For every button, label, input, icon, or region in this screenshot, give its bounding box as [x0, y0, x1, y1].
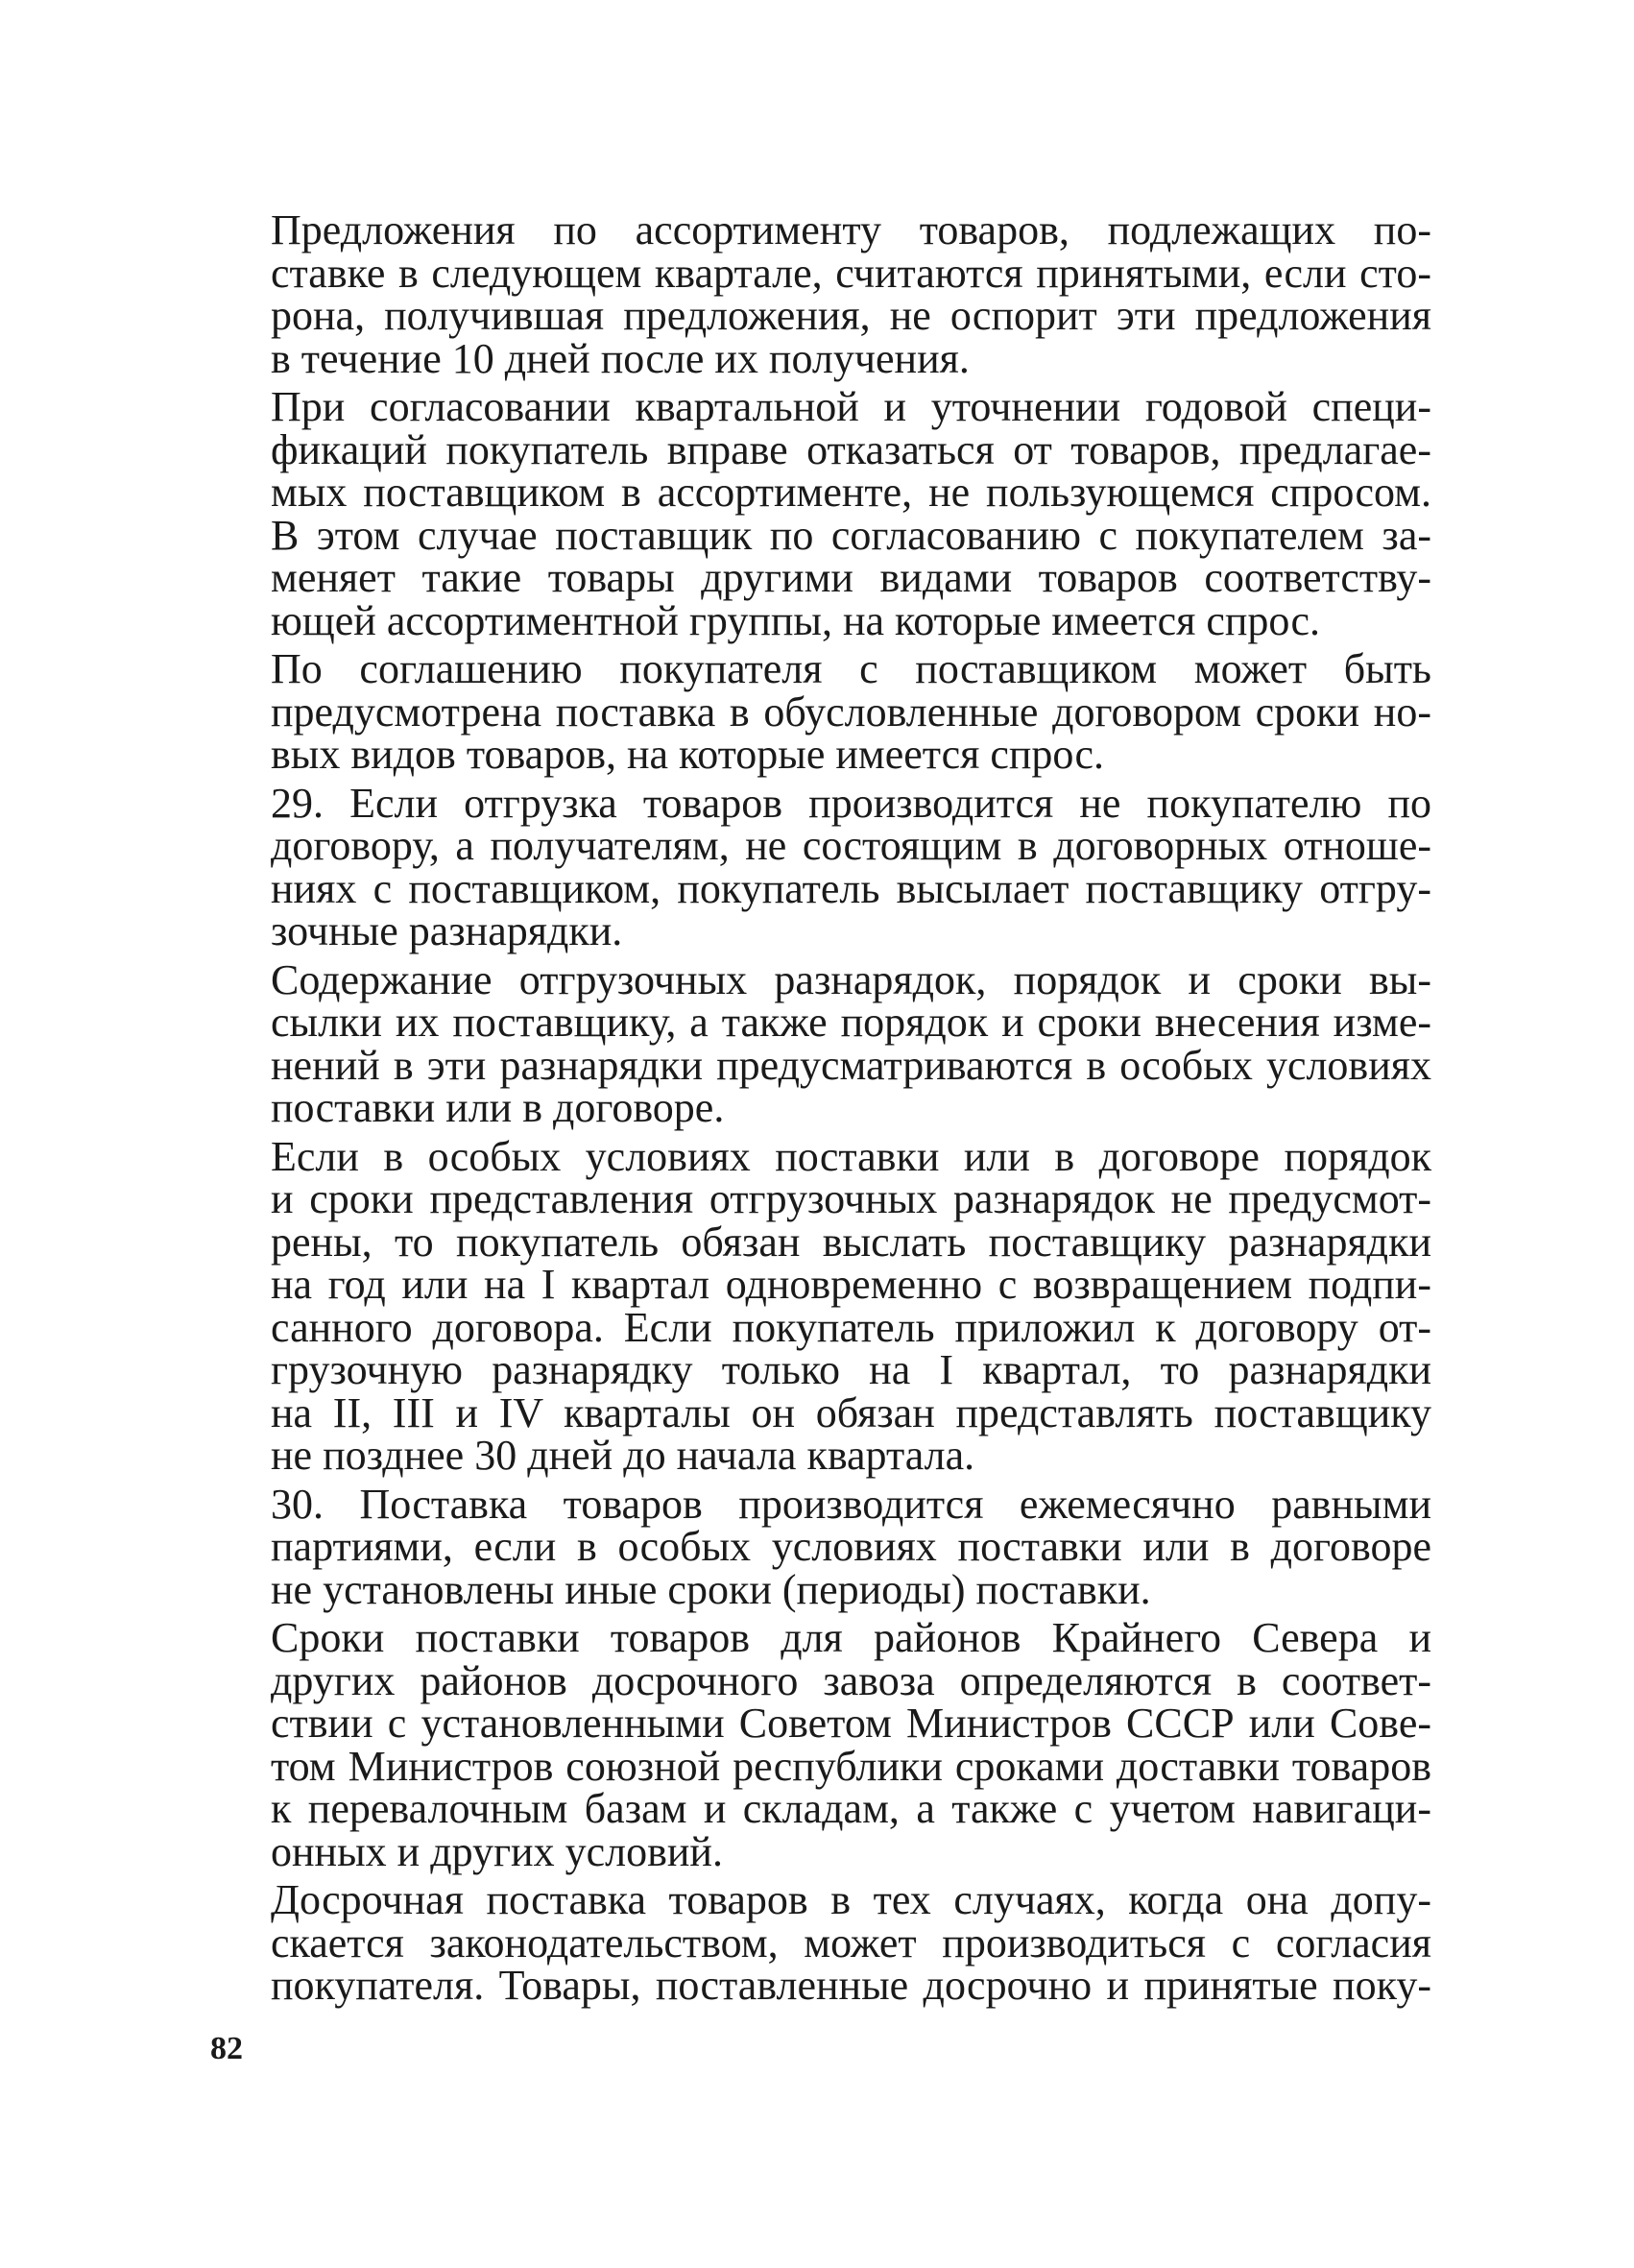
text-line: ставке в следующем квартале, считаются принятыми, если сто- — [271, 249, 1431, 297]
text-line: других районов досрочного завоза определяются в соответ- — [271, 1656, 1431, 1704]
paragraph-early-delivery — [210, 1876, 1431, 2009]
paragraph-clause-29 — [210, 779, 1431, 954]
text-line: По соглашению покупателя с поставщиком может быть — [271, 645, 1431, 692]
text-line: меняет такие товары другими видами товаров соответству- — [271, 554, 1431, 601]
paragraph-far-north-delivery — [210, 1614, 1431, 1875]
paragraph-shipping-orders-content — [210, 955, 1431, 1131]
text-line: том Министров союзной республики сроками доставки товаров — [271, 1742, 1431, 1790]
text-line: В этом случае поставщик по согласованию с покупателем за- — [271, 511, 1431, 559]
text-line: фикаций покупатель вправе отказаться от товаров, предлагае- — [271, 425, 1431, 473]
text-line: предусмотрена поставка в обусловленные договором сроки но- — [271, 688, 1431, 736]
text-line: не позднее 30 дней до начала квартала. — [271, 1432, 975, 1479]
text-line: ниях с поставщиком, покупатель высылает поставщику отгру- — [271, 864, 1431, 912]
text-line: сылки их поставщику, а также порядок и сроки внесения изме- — [271, 999, 1431, 1046]
text-line: санного договора. Если покупатель приложил к договору от- — [271, 1303, 1431, 1351]
paragraph-new-goods — [210, 645, 1431, 778]
paragraph-shipping-orders-deadline — [210, 1132, 1431, 1479]
text-line: в течение 10 дней после их получения. — [271, 334, 970, 382]
text-line: Предложения по ассортименту товаров, подлежащих по- — [271, 206, 1431, 253]
text-line: к перевалочным базам и складам, а также с учетом навигаци- — [271, 1785, 1431, 1832]
text-line: договору, а получателям, не состоящим в договорных отноше- — [271, 822, 1431, 869]
text-line: на год или на I квартал одновременно с возвращением подпи- — [271, 1261, 1431, 1308]
text-line: вых видов товаров, на которые имеется спрос. — [271, 731, 1105, 778]
text-line: партиями, если в особых условиях поставки или в договоре — [271, 1523, 1431, 1570]
page-number: 82 — [210, 2031, 243, 2066]
body-text — [210, 206, 1431, 2014]
text-line: 29. Если отгрузка товаров производится не покупателю по — [271, 779, 1431, 827]
paragraph-clause-30 — [210, 1480, 1431, 1613]
text-line: зочные разнарядки. — [271, 907, 623, 954]
paragraph-specification-agreement — [210, 383, 1431, 644]
text-line: скается законодательством, может производиться с согласия — [271, 1918, 1431, 1966]
text-line: Досрочная поставка товаров в тех случаях, когда она допу- — [271, 1876, 1431, 1923]
text-line: мых поставщиком в ассортименте, не пользующемся спросом. — [271, 469, 1431, 516]
text-line: не установлены иные сроки (периоды) поставки. — [271, 1565, 1151, 1613]
text-line: 30. Поставка товаров производится ежемесячно равными — [271, 1480, 1431, 1528]
text-line: ющей ассортиментной группы, на которые имеется спрос. — [271, 596, 1321, 644]
text-line: грузочную разнарядку только на I квартал, то разнарядки — [271, 1346, 1431, 1393]
text-line: Если в особых условиях поставки или в договоре порядок — [271, 1132, 1431, 1180]
text-line: Сроки поставки товаров для районов Крайнего Севера и — [271, 1614, 1431, 1661]
text-line: онных и других условий. — [271, 1827, 723, 1875]
text-line: нений в эти разнарядки предусматриваются в особых условиях — [271, 1041, 1431, 1089]
text-line: покупателя. Товары, поставленные досрочно и принятые поку- — [271, 1962, 1431, 2009]
text-line: на II, III и IV кварталы он обязан представлять поставщику — [271, 1388, 1431, 1436]
text-line: Содержание отгрузочных разнарядок, порядок и сроки вы- — [271, 955, 1431, 1003]
text-line: ствии с установленными Советом Министров СССР или Сове- — [271, 1700, 1431, 1747]
text-line: и сроки представления отгрузочных разнарядок не предусмот- — [271, 1175, 1431, 1222]
text-line: При согласовании квартальной и уточнении годовой специ- — [271, 383, 1431, 430]
paragraph-assortment-proposals — [210, 206, 1431, 382]
text-line: рены, то покупатель обязан выслать поставщику разнарядки — [271, 1218, 1431, 1266]
text-line: рона, получившая предложения, не оспорит эти предложения — [271, 292, 1431, 339]
text-line: поставки или в договоре. — [271, 1084, 725, 1131]
